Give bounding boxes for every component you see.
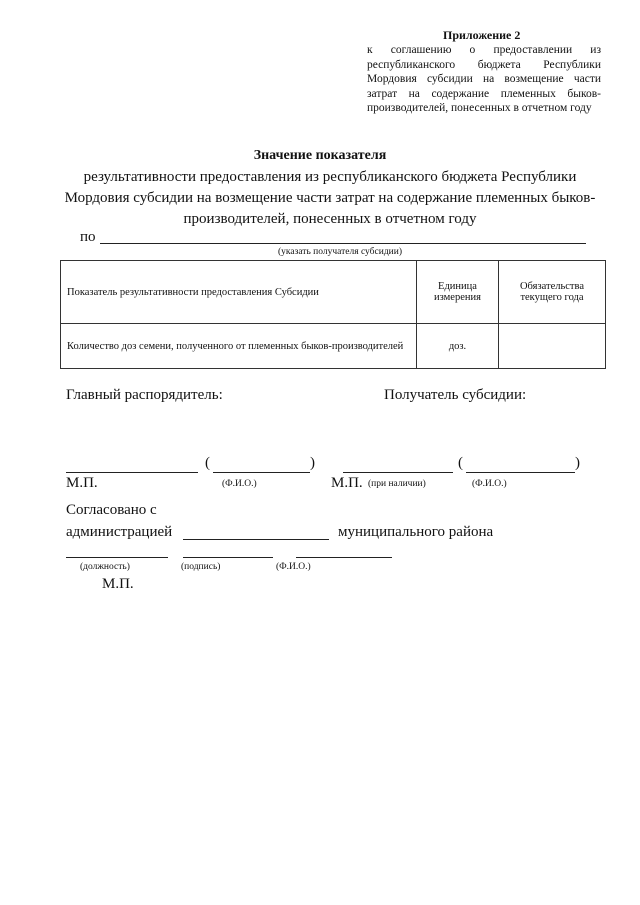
left-seal-label: М.П. — [66, 475, 98, 491]
approval-seal-label: М.П. — [102, 576, 134, 592]
appendix-title: Приложение 2 — [443, 28, 521, 42]
cell-obligations[interactable] — [499, 324, 606, 369]
approval-line-2-left: администрацией — [66, 524, 173, 540]
fio-line[interactable] — [296, 557, 392, 558]
left-open-paren: ( — [205, 455, 210, 471]
left-signatory-title: Главный распорядитель: — [66, 387, 223, 403]
signature-line[interactable] — [183, 557, 273, 558]
right-seal-label: М.П. — [331, 475, 363, 491]
recipient-prefix: по — [80, 229, 96, 245]
table-row — [61, 324, 606, 369]
fio-caption: (Ф.И.О.) — [276, 562, 311, 572]
recipient-field-line[interactable] — [100, 243, 586, 244]
right-fio-line[interactable] — [466, 472, 575, 473]
position-caption: (должность) — [80, 562, 130, 572]
cell-indicator: Количество доз семени, полученного от племенных быков-производителей — [61, 324, 417, 369]
table-header-row — [61, 261, 606, 324]
document-subtitle: результативности предоставления из республиканского бюджета Республики Мордовия субсидии на возмещение части затрат на содержание племенных быков-производителей, понесенных в отчетном году — [64, 169, 596, 227]
right-seal-note: (при наличии) — [368, 479, 426, 489]
indicator-table — [60, 260, 606, 369]
header-unit: Единица измерения — [417, 261, 499, 324]
appendix-text: к соглашению о предоставлении из республиканского бюджета Республики Мордовия субсидии на возмещение части затрат на содержание племенных быков-производителей, понесенных в отчетном году — [367, 44, 601, 115]
right-signature-line[interactable] — [343, 472, 453, 473]
position-line[interactable] — [66, 557, 168, 558]
right-open-paren: ( — [458, 455, 463, 471]
right-fio-caption: (Ф.И.О.) — [472, 479, 507, 489]
left-fio-caption: (Ф.И.О.) — [222, 479, 257, 489]
cell-unit: доз. — [417, 324, 499, 369]
left-fio-line[interactable] — [213, 472, 310, 473]
recipient-hint: (указать получателя субсидии) — [277, 247, 402, 257]
left-close-paren: ) — [310, 455, 315, 471]
right-signatory-title: Получатель субсидии: — [384, 387, 527, 403]
header-indicator: Показатель результативности предоставления Субсидии — [61, 261, 417, 324]
document-title: Значение показателя — [253, 148, 387, 163]
signature-caption: (подпись) — [181, 562, 221, 572]
municipality-line[interactable] — [183, 539, 329, 540]
right-close-paren: ) — [575, 455, 580, 471]
approval-line-1: Согласовано с — [66, 502, 157, 518]
approval-line-2-right: муниципального района — [338, 524, 494, 540]
header-obligations: Обязательства текущего года — [499, 261, 606, 324]
left-signature-line[interactable] — [66, 472, 198, 473]
